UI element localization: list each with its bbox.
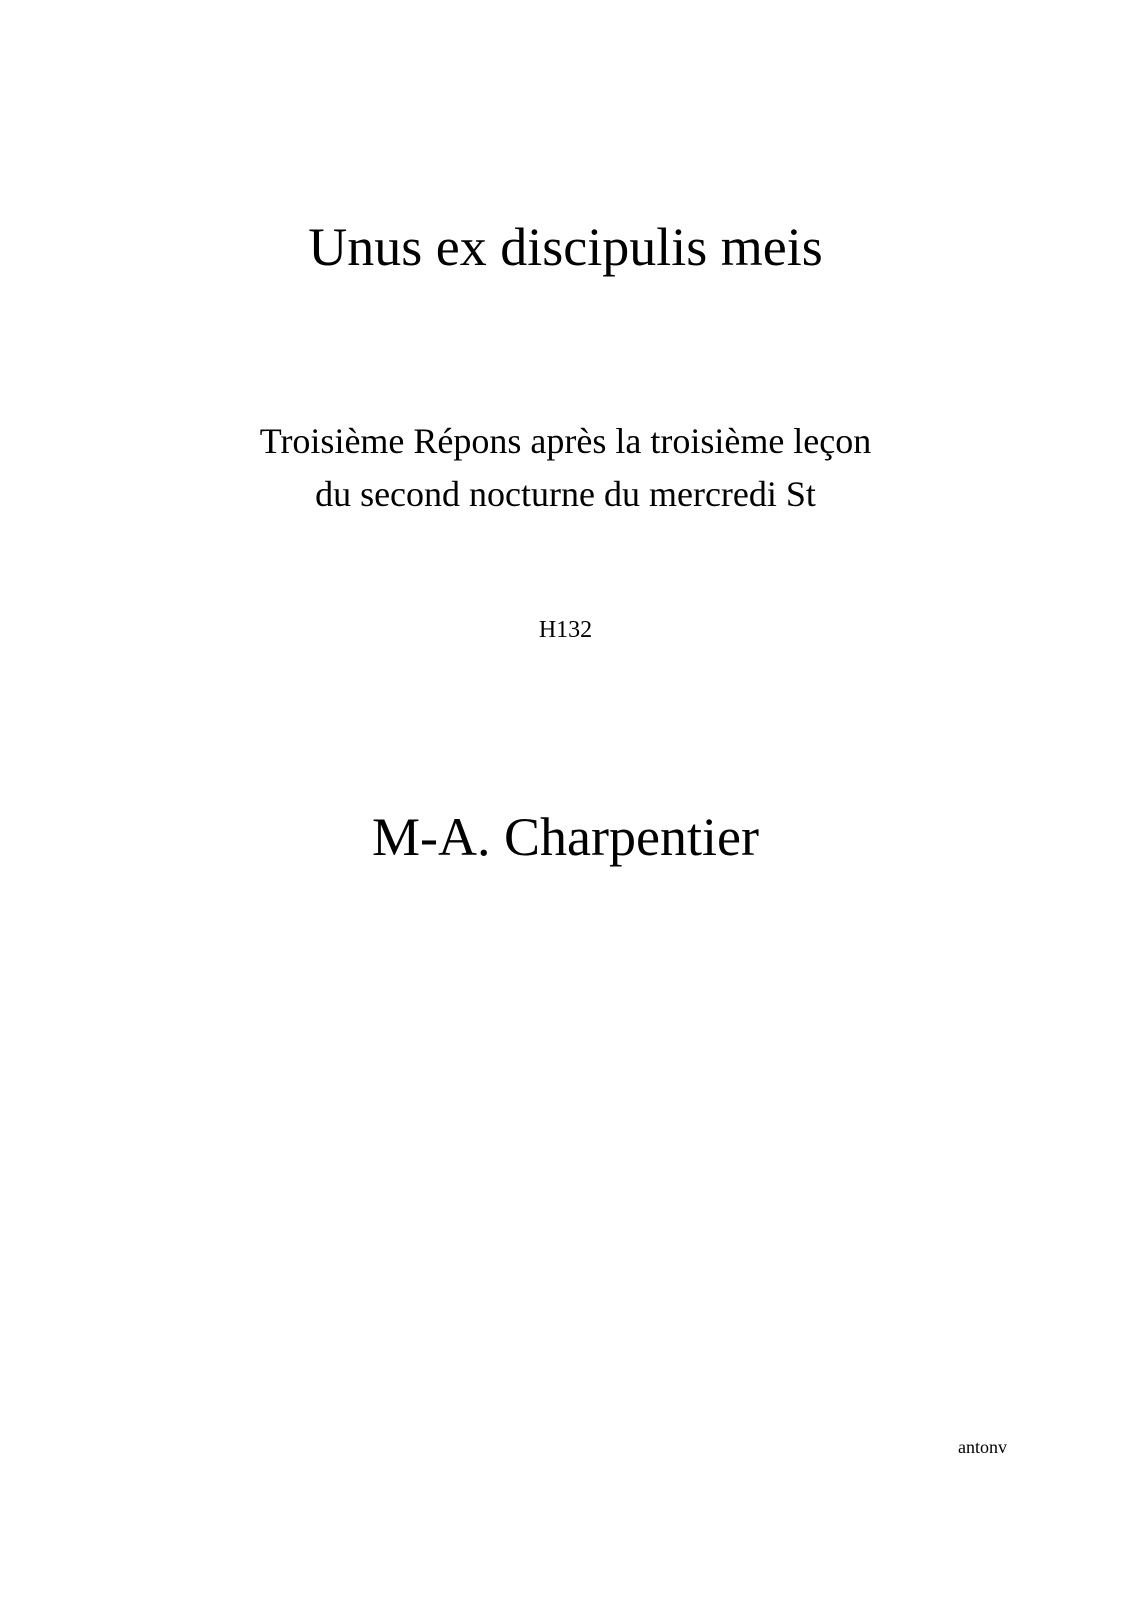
work-title: Unus ex discipulis meis bbox=[308, 217, 823, 277]
engraver-credit: antonv bbox=[958, 1437, 1007, 1457]
subtitle-line-1: Troisième Répons après la troisième leçon bbox=[259, 421, 872, 461]
catalog-number: H132 bbox=[538, 617, 593, 643]
composer-name: M-A. Charpentier bbox=[372, 807, 759, 867]
subtitle-line-2: du second nocturne du mercredi St bbox=[315, 474, 816, 514]
